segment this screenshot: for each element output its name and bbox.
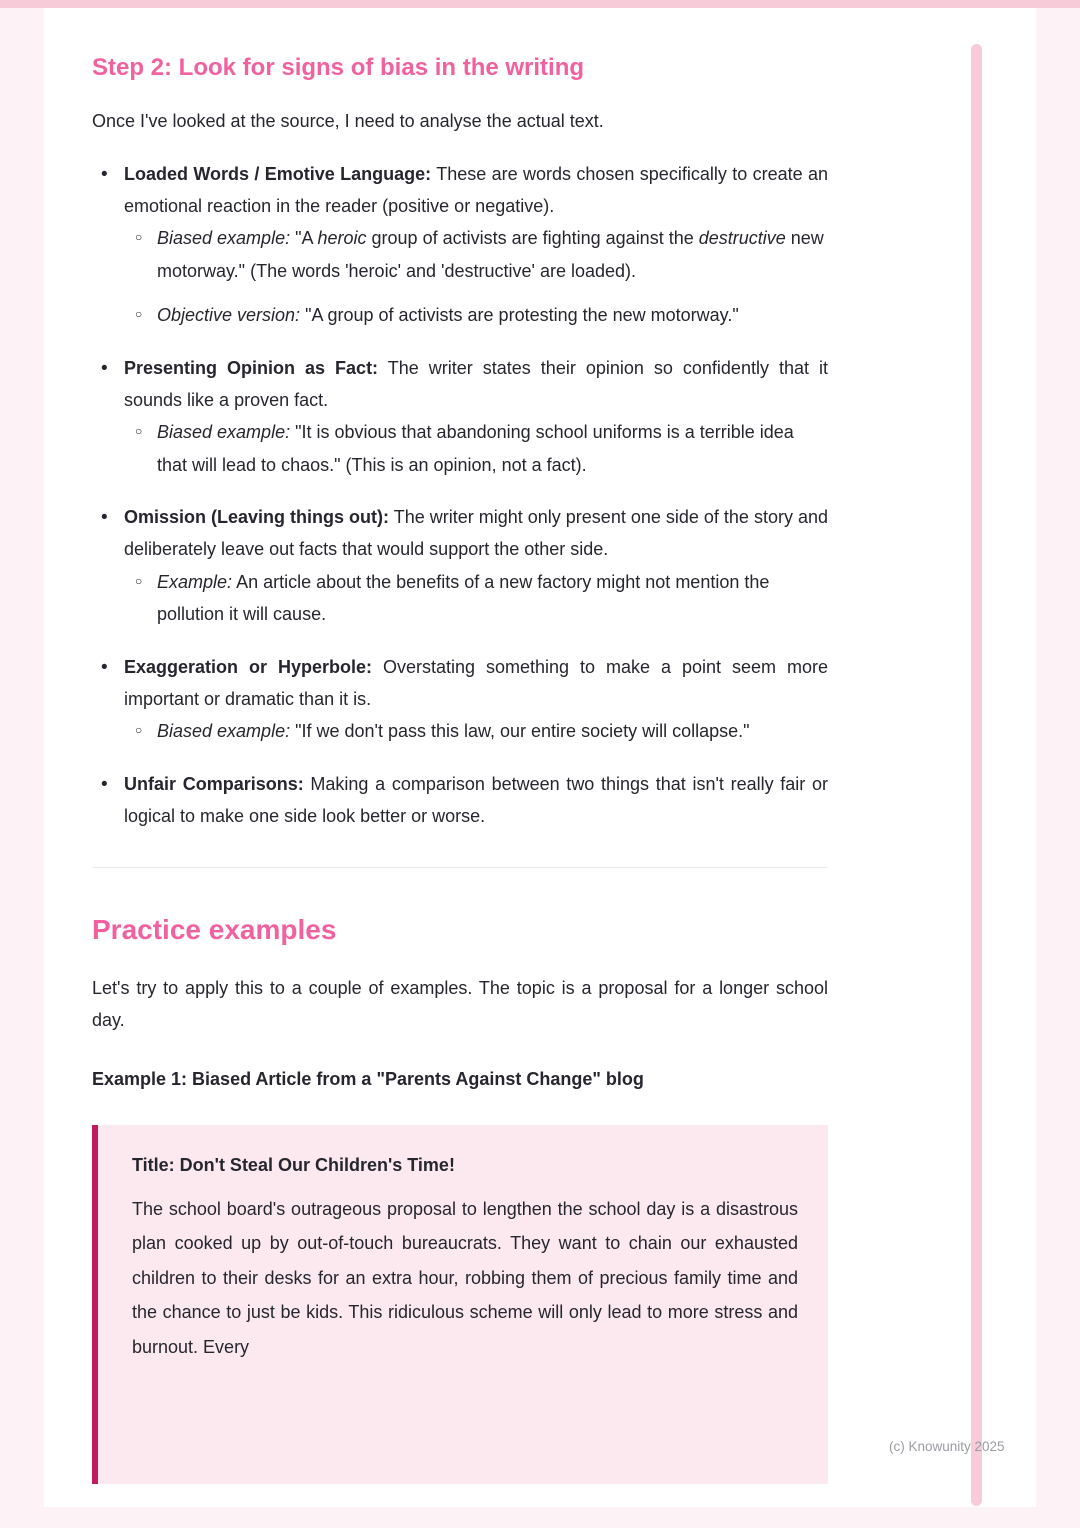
- examples-sublist: [124, 566, 828, 631]
- practice-intro: Let's try to apply this to a couple of examples. The topic is a proposal for a longer school day.: [92, 978, 828, 1031]
- sub-biased-example: [124, 416, 828, 481]
- copyright-footer: (c) Knowunity 2025: [889, 1439, 1005, 1454]
- top-accent-strip: [0, 0, 1080, 8]
- example-type-label: Objective version:: [157, 305, 301, 326]
- bias-term: Exaggeration or Hyperbole:: [124, 656, 372, 677]
- example-type-label: Biased example:: [157, 422, 291, 443]
- bias-desc: These are words chosen specifically to create an emotional reaction in the reader (positive or negative).: [124, 163, 828, 216]
- examples-sublist: [124, 715, 828, 747]
- step2-intro: Once I've looked at the source, I need to analyse the actual text.: [92, 111, 604, 132]
- step2-heading: Step 2: Look for signs of bias in the writing: [92, 54, 585, 81]
- example-type-label: Biased example:: [157, 228, 291, 249]
- example-text-part: new motorway." (The words 'heroic' and 'destructive' are loaded).: [157, 228, 824, 281]
- sub-example: [124, 566, 828, 631]
- sub-biased-example: [124, 222, 828, 287]
- bias-desc: Overstating something to make a point seem more important or dramatic than it is.: [124, 656, 828, 710]
- bullet-omission: [92, 501, 828, 631]
- bias-signs-list: [92, 158, 828, 833]
- example-text: "A group of activists are protesting the new motorway.": [305, 305, 739, 326]
- bullet-unfair-comparisons: [92, 768, 828, 833]
- loaded-word-heroic: heroic: [317, 228, 367, 249]
- bias-desc: Making a comparison between two things that isn't really fair or logical to make one side look better or worse.: [124, 773, 828, 827]
- sub-objective-version: [124, 299, 828, 331]
- example-text-part: "A: [295, 228, 318, 249]
- section-divider: [92, 867, 828, 868]
- document-content: [44, 8, 828, 1484]
- article-body: The school board's outrageous proposal to lengthen the school day is a disastrous plan cooked up by out-of-touch bureaucrats. They want to chain our exhausted children to their desks for an extra hour, robbing them of precious family time and the chance to just be kids. This ridiculous scheme will only lead to more stress and burnout. Every: [132, 1198, 798, 1357]
- sub-biased-example: [124, 715, 828, 747]
- bias-desc: The writer states their opinion so confidently that it sounds like a proven fact.: [124, 357, 828, 410]
- example-text: An article about the benefits of a new factory might not mention the pollution it will cause.: [157, 571, 770, 625]
- bias-term: Presenting Opinion as Fact:: [124, 357, 379, 378]
- loaded-word-destructive: destructive: [698, 228, 786, 249]
- example1-heading: Example 1: Biased Article from a "Parents Against Change" blog: [92, 1068, 644, 1089]
- bullet-exaggeration: [92, 651, 828, 748]
- examples-sublist: [124, 222, 828, 331]
- example-text: "If we don't pass this law, our entire society will collapse.": [295, 721, 750, 742]
- examples-sublist: [124, 416, 828, 481]
- biased-article-callout: [92, 1125, 828, 1484]
- example-type-label: Biased example:: [157, 721, 291, 742]
- example-text-part: group of activists are fighting against the: [366, 228, 699, 249]
- document-page: [44, 8, 1036, 1507]
- bullet-opinion-as-fact: [92, 352, 828, 482]
- practice-heading: Practice examples: [92, 913, 337, 945]
- article-title: Title: Don't Steal Our Children's Time!: [132, 1155, 455, 1176]
- page-accent-stripe: [971, 44, 982, 1506]
- bias-term: Unfair Comparisons:: [124, 773, 304, 794]
- bias-term: Loaded Words / Emotive Language:: [124, 163, 432, 184]
- bullet-loaded-words: [92, 158, 828, 332]
- example-text: "It is obvious that abandoning school uniforms is a terrible idea that will lead to chaos." (This is an opinion, not a fact).: [157, 422, 794, 475]
- example-type-label: Example:: [157, 571, 233, 592]
- bias-desc: The writer might only present one side of the story and deliberately leave out facts that would support the other side.: [124, 507, 828, 560]
- bias-term: Omission (Leaving things out):: [124, 507, 390, 528]
